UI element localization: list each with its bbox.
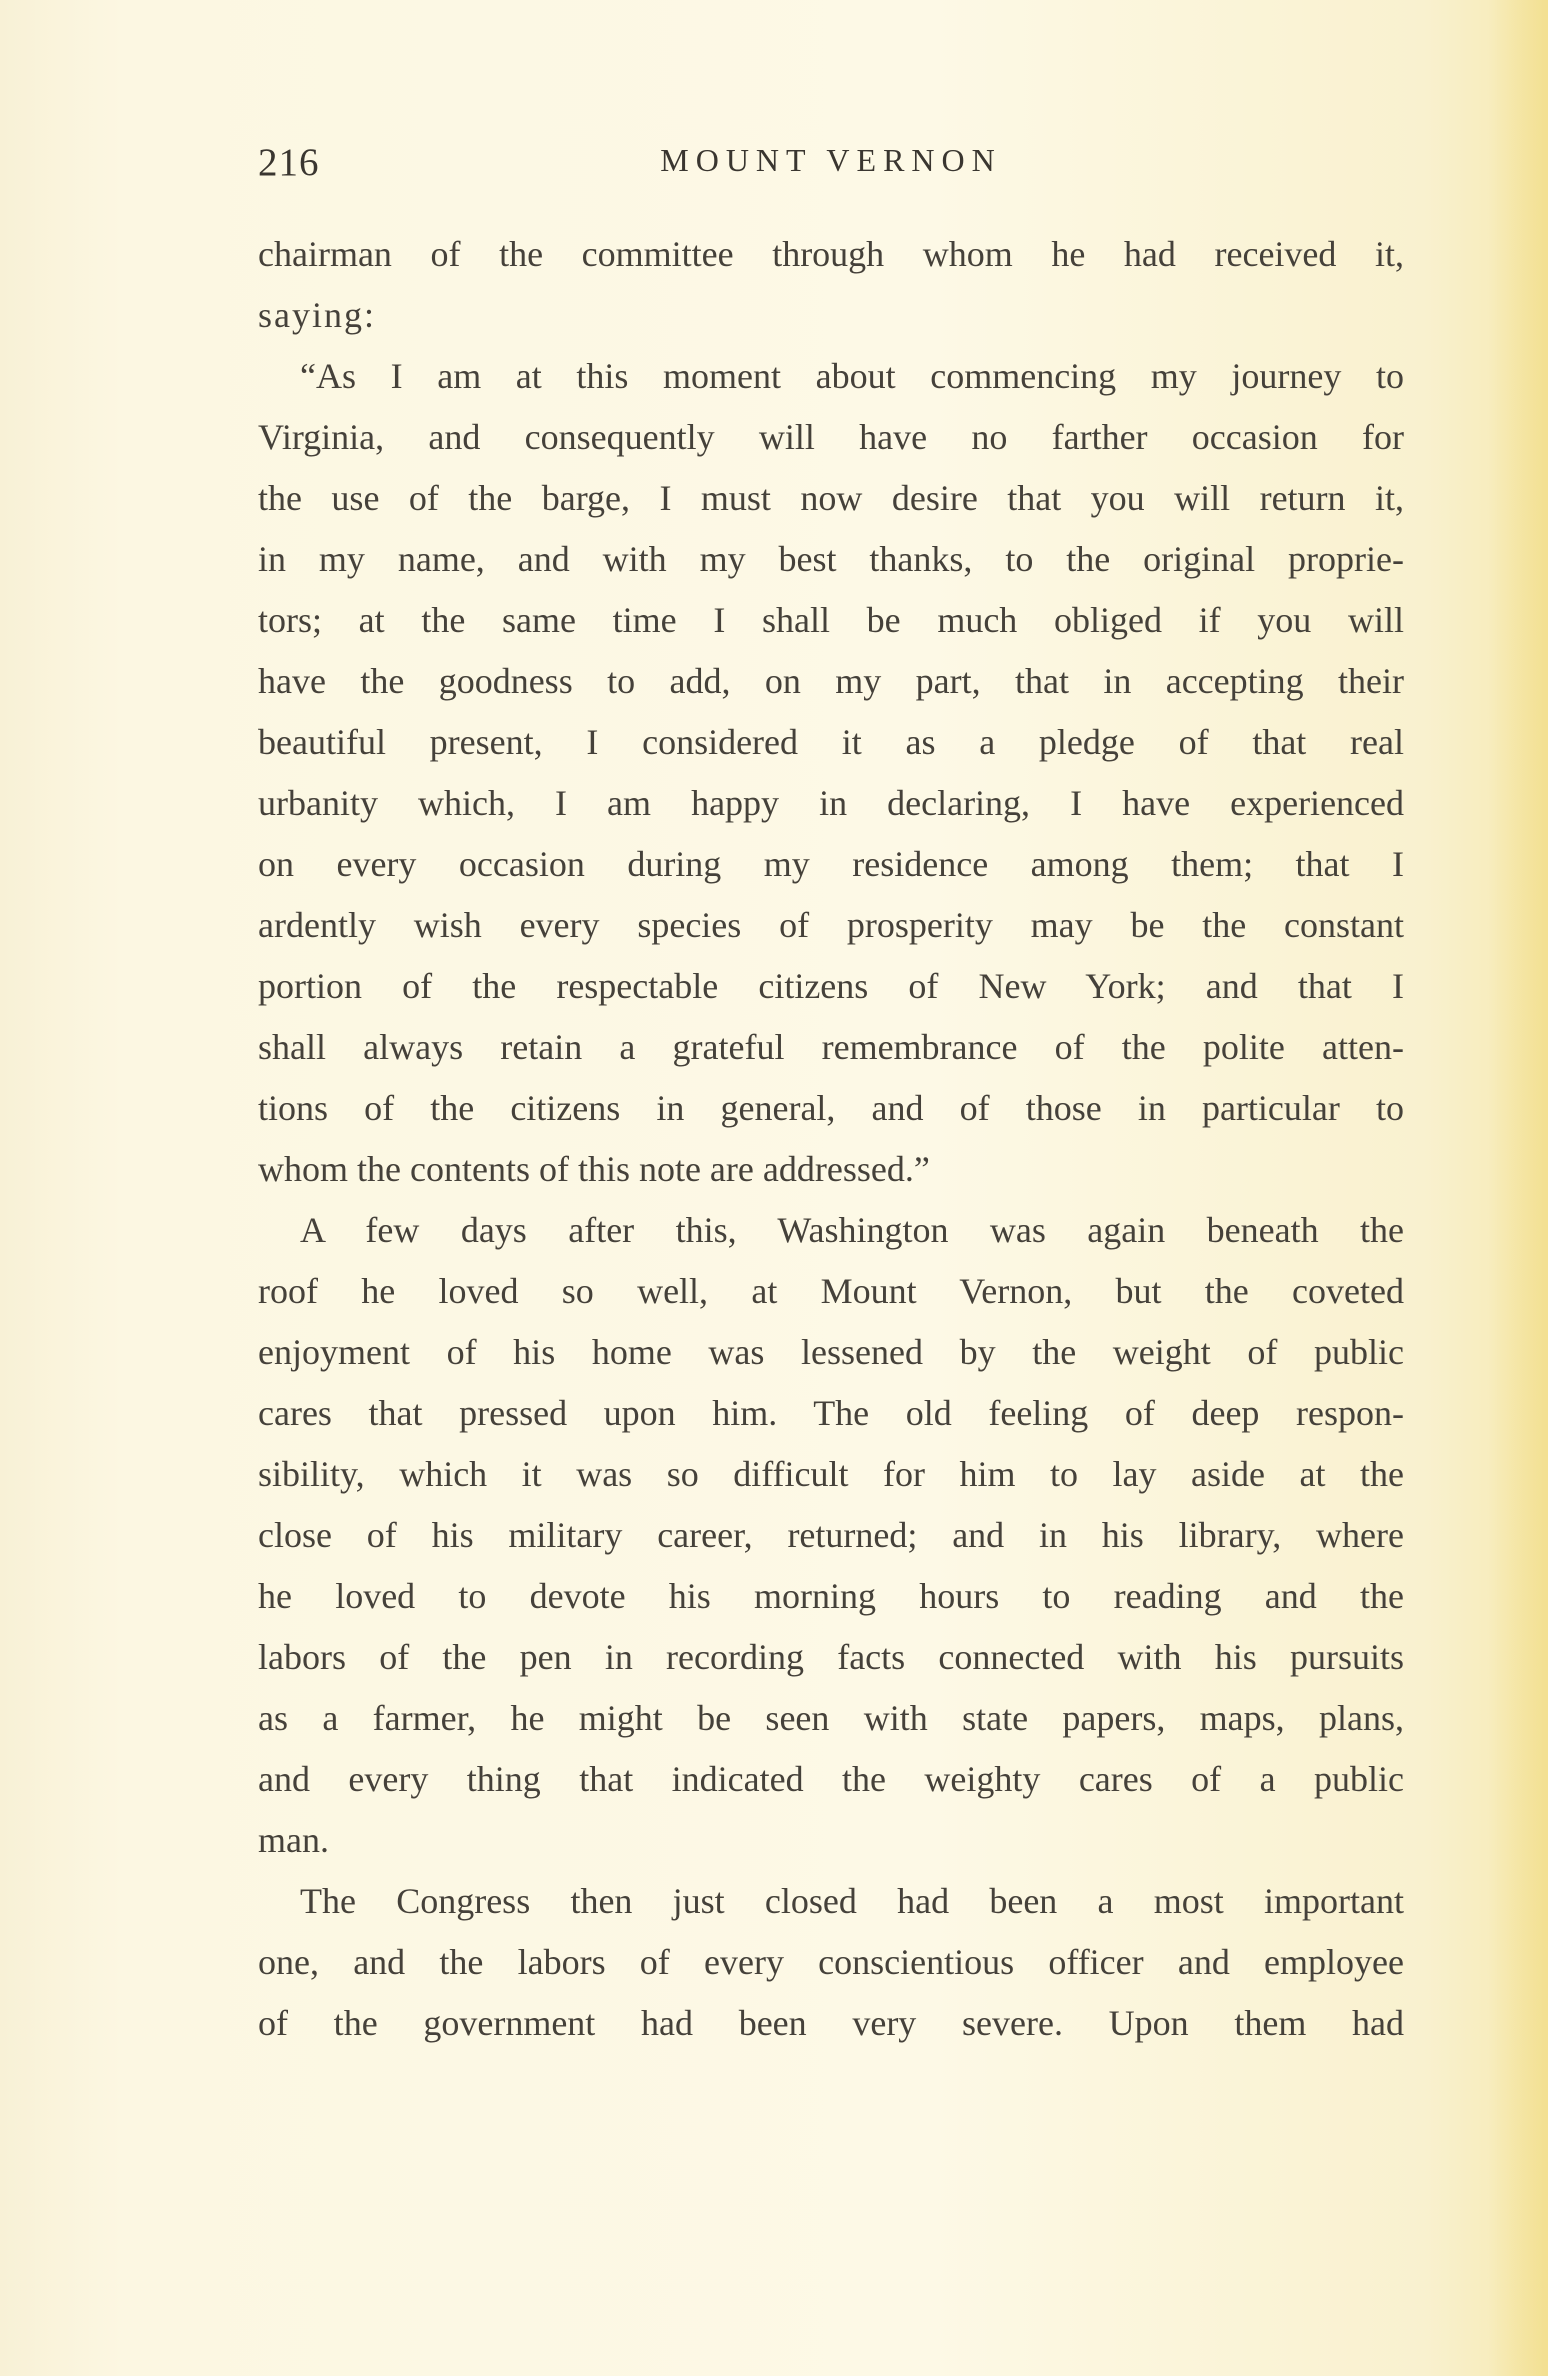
text-line: chairman of the committee through whom he had received it, xyxy=(258,234,1404,274)
text-line: close of his military career, returned; and in his library, where xyxy=(258,1515,1404,1555)
text-line: the use of the barge, I must now desire that you will return it, xyxy=(258,478,1404,518)
text-line: shall always retain a grateful remembrance of the polite atten- xyxy=(258,1027,1404,1067)
text-line: in my name, and with my best thanks, to the original proprie- xyxy=(258,539,1404,579)
running-head xyxy=(258,140,1404,200)
text-line: A few days after this, Washington was again beneath the xyxy=(300,1210,1404,1250)
text-line: of the government had been very severe. Upon them had xyxy=(258,2003,1404,2043)
text-line: tions of the citizens in general, and of those in particular to xyxy=(258,1088,1404,1128)
text-line: man. xyxy=(258,1820,329,1860)
text-line: cares that pressed upon him. The old feeling of deep respon- xyxy=(258,1393,1404,1433)
text-line: Virginia, and consequently will have no farther occasion for xyxy=(258,417,1404,457)
text-line: he loved to devote his morning hours to reading and the xyxy=(258,1576,1404,1616)
text-line: tors; at the same time I shall be much obliged if you will xyxy=(258,600,1404,640)
text-line: labors of the pen in recording facts connected with his pursuits xyxy=(258,1637,1404,1677)
text-line: roof he loved so well, at Mount Vernon, but the coveted xyxy=(258,1271,1404,1311)
text-line: The Congress then just closed had been a most important xyxy=(300,1881,1404,1921)
text-line: have the goodness to add, on my part, that in accepting their xyxy=(258,661,1404,701)
text-line: as a farmer, he might be seen with state papers, maps, plans, xyxy=(258,1698,1404,1738)
page-edge-shading xyxy=(1488,0,1548,2376)
page-number: 216 xyxy=(258,141,320,184)
text-line: beautiful present, I considered it as a pledge of that real xyxy=(258,722,1404,762)
text-line: urbanity which, I am happy in declaring, I have experienced xyxy=(258,783,1404,823)
text-line: one, and the labors of every conscientious officer and employee xyxy=(258,1942,1404,1982)
text-line: sibility, which it was so difficult for him to lay aside at the xyxy=(258,1454,1404,1494)
text-line: saying: xyxy=(258,295,376,335)
running-title: MOUNT VERNON xyxy=(660,142,1002,178)
text-line: enjoyment of his home was lessened by the weight of public xyxy=(258,1332,1404,1372)
text-line: portion of the respectable citizens of New York; and that I xyxy=(258,966,1404,1006)
text-line: ardently wish every species of prosperity may be the constant xyxy=(258,905,1404,945)
body-text xyxy=(258,224,1404,2054)
text-line: on every occasion during my residence among them; that I xyxy=(258,844,1404,884)
text-line: whom the contents of this note are addressed.” xyxy=(258,1149,930,1189)
text-line: and every thing that indicated the weighty cares of a public xyxy=(258,1759,1404,1799)
text-line: “As I am at this moment about commencing my journey to xyxy=(300,356,1404,396)
